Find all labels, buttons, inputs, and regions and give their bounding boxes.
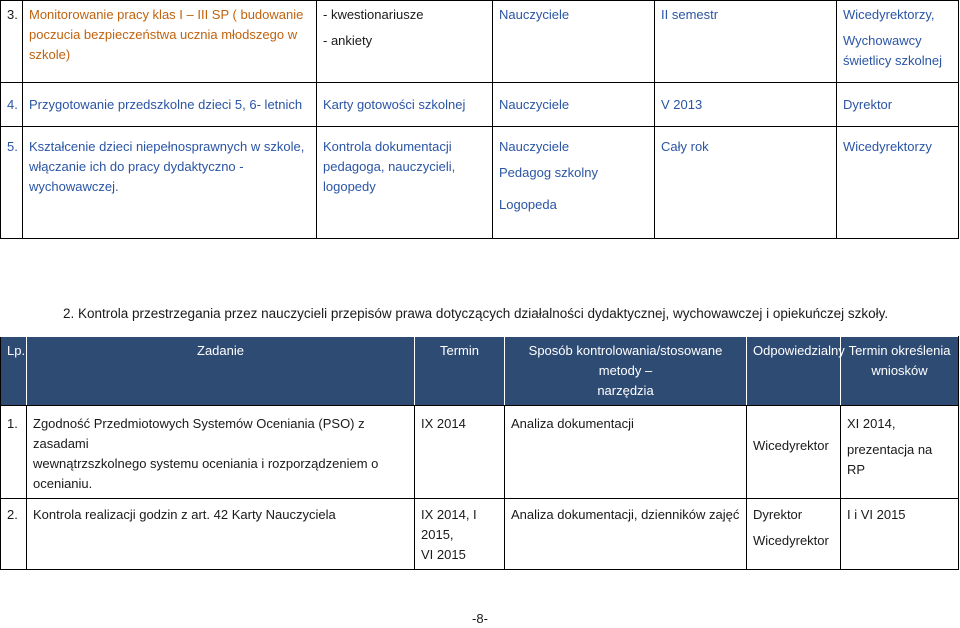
header-term: Termin	[415, 337, 505, 406]
conclusion-cell: I i VI 2015	[841, 499, 959, 570]
task-cell: Kontrola realizacji godzin z art. 42 Karty Nauczyciela	[27, 499, 415, 570]
control-table	[0, 336, 959, 570]
task-cell: Kształcenie dzieci niepełnosprawnych w szkole, włączanie ich do pracy dydaktyczno -wychowawczej.	[23, 127, 317, 239]
method-cell: Analiza dokumentacji, dzienników zajęć	[505, 499, 747, 570]
header-method: Sposób kontrolowania/stosowane metody – narzędzia	[505, 337, 747, 406]
top-table	[0, 0, 959, 239]
when-cell: Cały rok	[655, 127, 837, 239]
table-row	[1, 127, 959, 239]
task-cell: Monitorowanie pracy klas I – III SP ( budowanie poczucia bezpieczeństwa ucznia młodszego w szkole)	[23, 1, 317, 83]
header-conclusion: Termin określenia wniosków	[841, 337, 959, 406]
responsible-cell: Wicedyrektor	[747, 406, 841, 499]
method-cell: Kontrola dokumentacji pedagoga, nauczycieli, logopedy	[317, 127, 493, 239]
row-number: 2.	[1, 499, 27, 570]
method-cell: Karty gotowości szkolnej	[317, 83, 493, 127]
task-cell: Zgodność Przedmiotowych Systemów Oceniania (PSO) z zasadami wewnątrzszkolnego systemu oceniania i rozporządzeniem o ocenianiu.	[27, 406, 415, 499]
term-cell: IX 2014	[415, 406, 505, 499]
header-task: Zadanie	[27, 337, 415, 406]
term-cell: IX 2014, I 2015, VI 2015	[415, 499, 505, 570]
header-responsible: Odpowiedzialny	[747, 337, 841, 406]
row-number: 5.	[1, 127, 23, 239]
page-number: -8-	[472, 611, 488, 626]
table-row	[1, 499, 959, 570]
who-cell: Nauczyciele	[493, 1, 655, 83]
table-row	[1, 1, 959, 83]
who-cell: Nauczyciele Pedagog szkolny Logopeda	[493, 127, 655, 239]
who-cell: Nauczyciele	[493, 83, 655, 127]
method-cell: - kwestionariusze - ankiety	[317, 1, 493, 83]
section-heading: 2. Kontrola przestrzegania przez nauczycieli przepisów prawa dotyczących działalności dydaktycznej, wychowawczej i opiekuńczej szkoły.	[63, 306, 889, 321]
responsible-cell: Dyrektor Wicedyrektor	[747, 499, 841, 570]
row-number: 3.	[1, 1, 23, 83]
when-cell: II semestr	[655, 1, 837, 83]
conclusion-cell: XI 2014, prezentacja na RP	[841, 406, 959, 499]
table-row	[1, 406, 959, 499]
task-cell: Przygotowanie przedszkolne dzieci 5, 6- letnich	[23, 83, 317, 127]
responsible-cell: Wicedyrektorzy, Wychowawcy świetlicy szkolnej	[837, 1, 959, 83]
method-cell: Analiza dokumentacji	[505, 406, 747, 499]
responsible-cell: Wicedyrektorzy	[837, 127, 959, 239]
row-number: 1.	[1, 406, 27, 499]
table-header-row	[1, 337, 959, 406]
table-row	[1, 83, 959, 127]
when-cell: V 2013	[655, 83, 837, 127]
header-lp: Lp.	[1, 337, 27, 406]
responsible-cell: Dyrektor	[837, 83, 959, 127]
row-number: 4.	[1, 83, 23, 127]
